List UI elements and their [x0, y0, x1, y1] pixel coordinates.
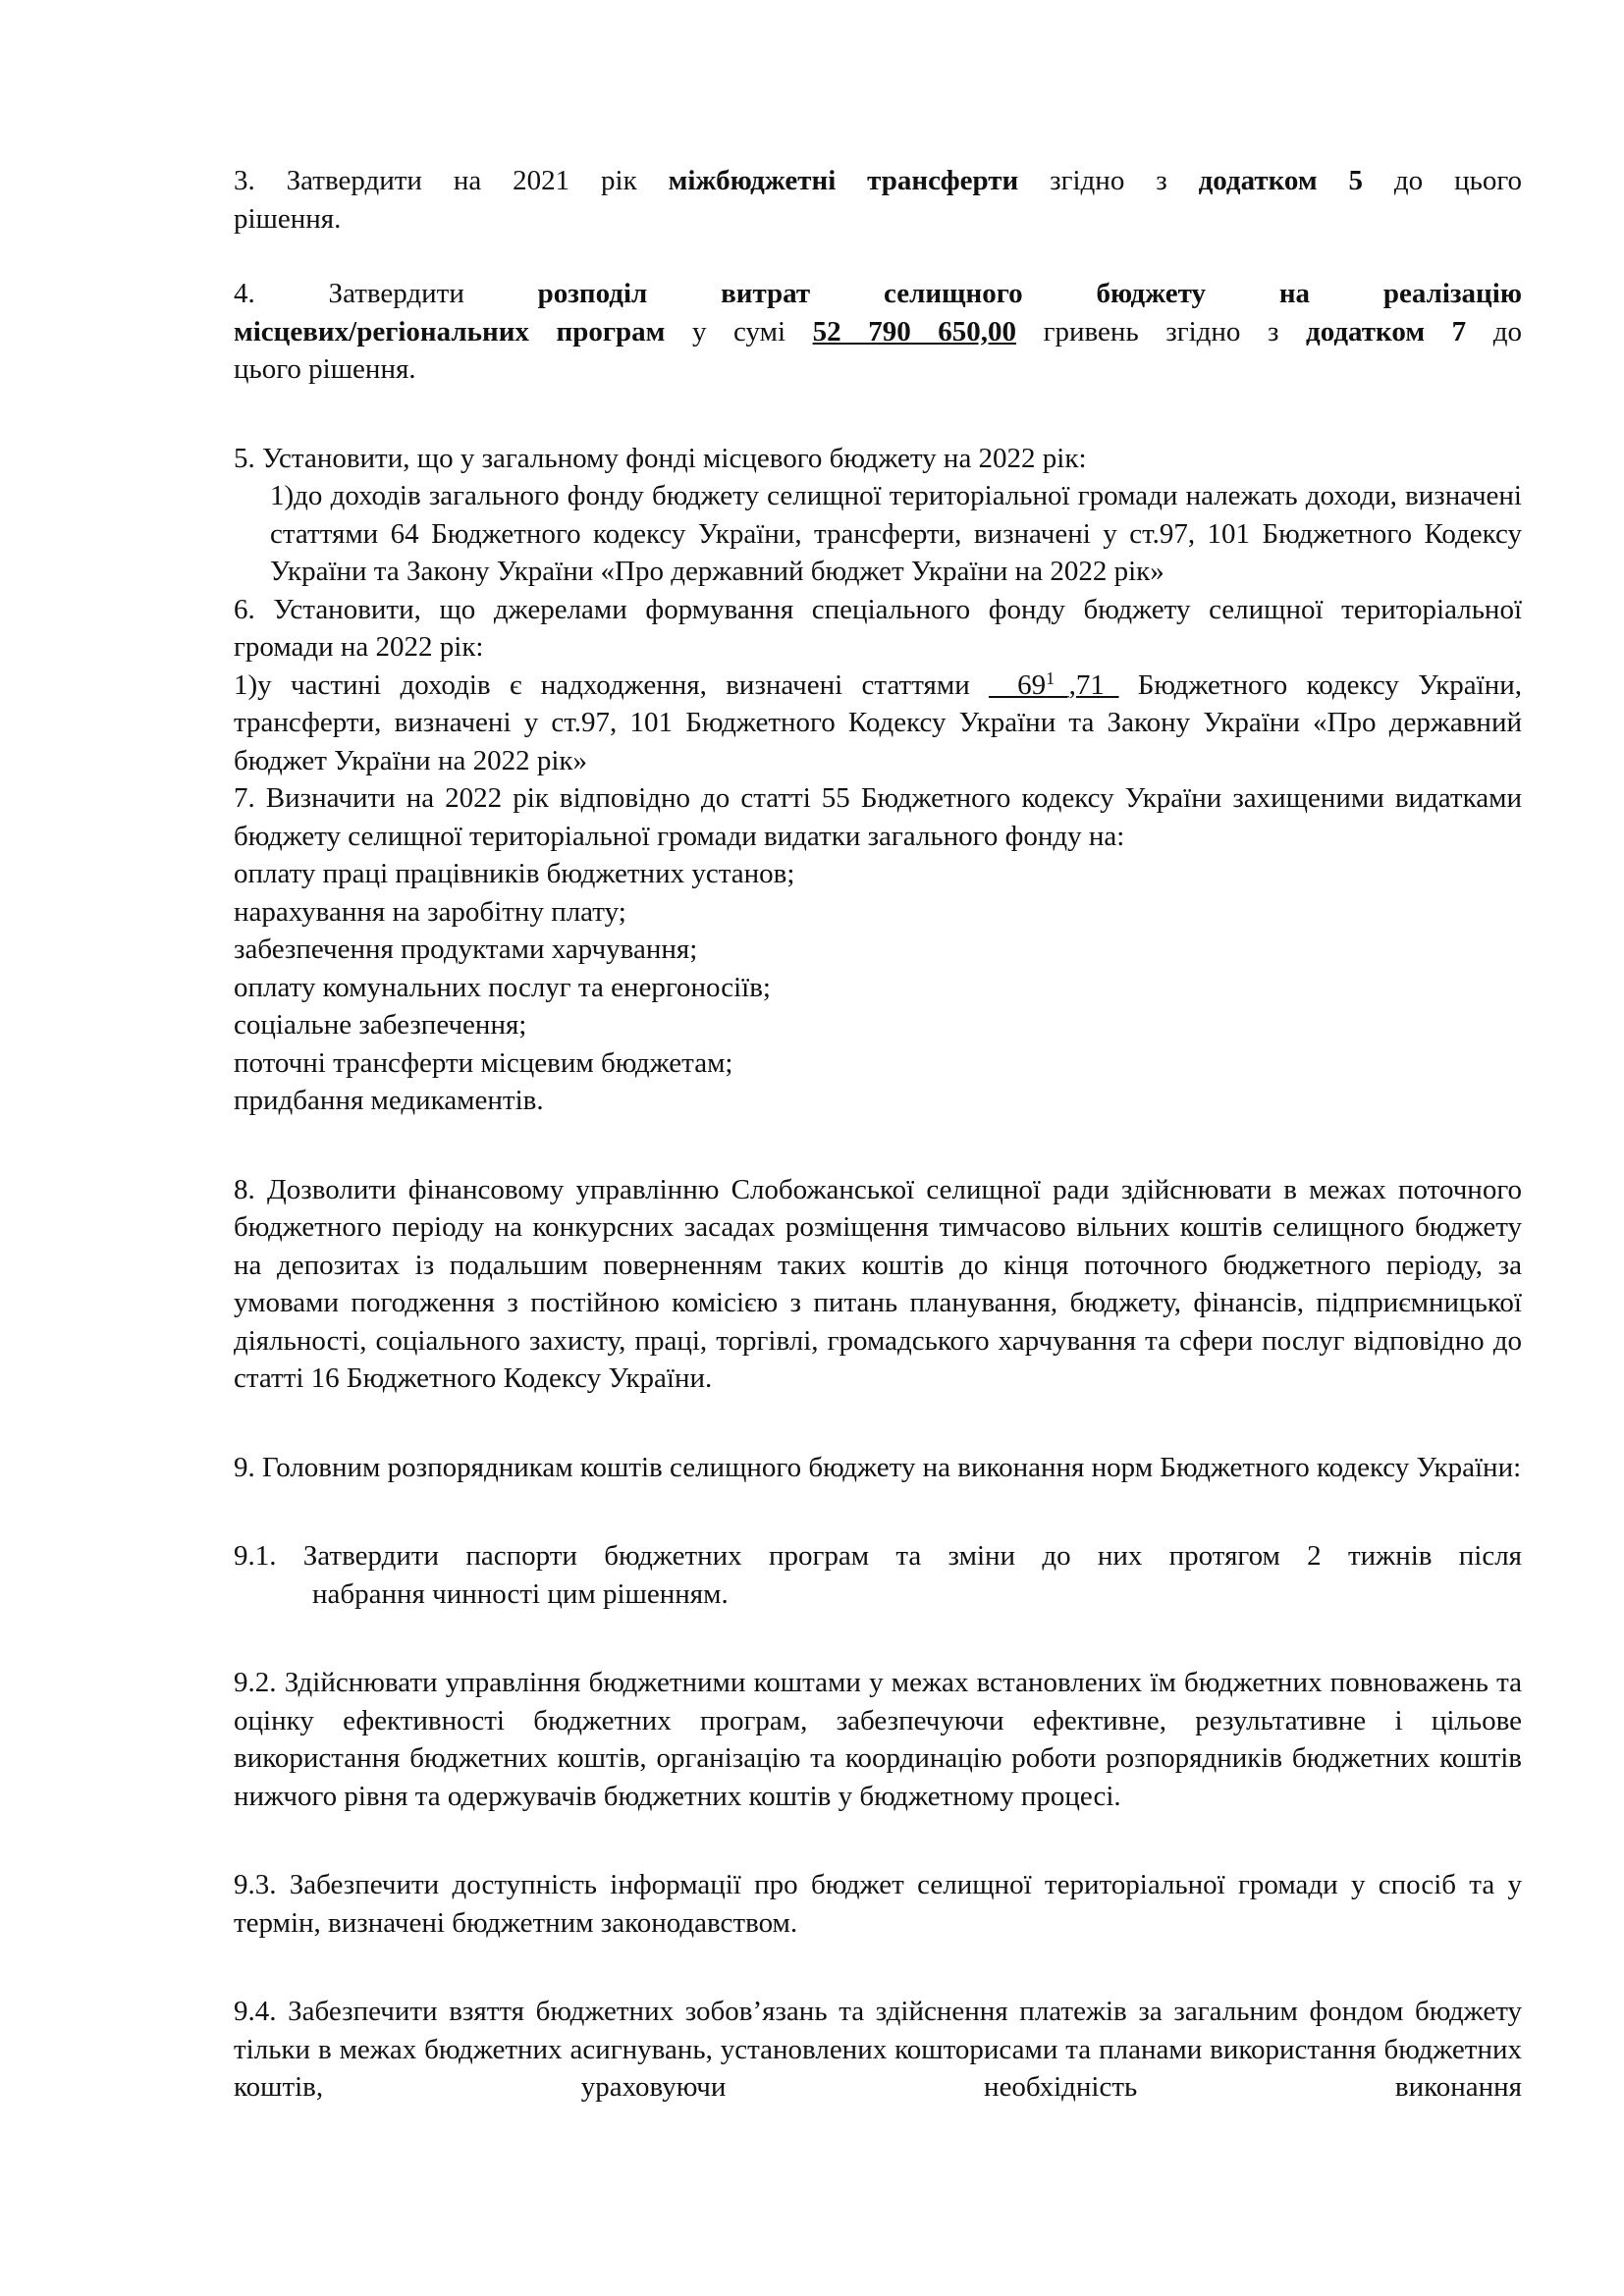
- protected-expense-item: соціальне забезпечення;: [234, 1009, 527, 1041]
- clause-3-line-2: рішення.: [234, 202, 342, 235]
- clause-9-1-line-1: 9.1. Затвердити паспорти бюджетних програм та зміни до них протягом 2 тижнів після: [234, 1540, 1522, 1572]
- clause-6-heading: 6. Установити, що джерелами формування спеціального фонду бюджету селищної територіальної громади на 2022 рік:: [234, 593, 1522, 663]
- clause-9-2: 9.2. Здійснювати управління бюджетними коштами у межах встановлених їм бюджетних повноважень та оцінку ефективності бюджетних програм, забезпечуючи ефективне, результативне і цільове використання бюджетних коштів, організацію та координацію роботи розпорядників бюджетних коштів нижчого рівня та одержувачів бюджетних коштів у бюджетному процесі.: [234, 1667, 1522, 1812]
- appendix-7-ref: додатком 7: [1306, 315, 1467, 347]
- clause-9: 9. Головним розпорядникам коштів селищного бюджету на виконання норм Бюджетного кодексу України:: [234, 1451, 1522, 1483]
- clause-8: 8. Дозволити фінансовому управлінню Слобожанської селищної ради здійснювати в межах поточного бюджетного періоду на конкурсних засадах розміщення тимчасово вільних коштів селищного бюджету на депозитах із подальшим поверненням таких коштів до кінця поточного бюджетного періоду, за умовами погодження з постійною комісією з питань планування, бюджету, фінансів, підприємницької діяльності, соціального захисту, праці, торгівлі, громадського харчування та сфери послуг відповідно до статті 16 Бюджетного Кодексу України.: [234, 1173, 1522, 1394]
- document-body: [234, 162, 1522, 2107]
- articles-blank: $\_\_69^1\_,71\_$: [989, 667, 1119, 701]
- program-amount: 52 790 650,00: [812, 315, 1017, 347]
- clause-3-line-1: 3. Затвердити на 2021 рік міжбюджетні трансферти згідно з додатком 5 до цього: [234, 165, 1522, 196]
- appendix-5-ref: додатком 5: [1198, 165, 1364, 196]
- clause-4-line-1: 4. Затвердити розподіл витрат селищного бюджету на реалізацію: [234, 278, 1522, 309]
- clause-5-heading: 5. Установити, що у загальному фонді місцевого бюджету на 2022 рік:: [234, 442, 1087, 474]
- clause-7-heading: 7. Визначити на 2022 рік відповідно до статті 55 Бюджетного кодексу України захищеними видатками бюджету селищної територіальної громади видатки загального фонду на:: [234, 782, 1522, 852]
- clause-4-line-3: цього рішення.: [234, 353, 416, 385]
- protected-expense-item: оплату праці працівників бюджетних установ;: [234, 858, 795, 889]
- protected-expense-item: придбання медикаментів.: [234, 1085, 544, 1116]
- clause-5-body: 1)до доходів загального фонду бюджету селищної територіальної громади належать доходи, визначені статтями 64 Бюджетного кодексу України, трансферти, визначені у ст.97, 101 Бюджетного Кодексу України та Закону України «Про державний бюджет України на 2022 рік»: [270, 480, 1522, 587]
- clause-6-body: 1)у частині доходів є надходження, визначені статтями $\_\_69^1\_,71\_$ Бюджетного кодексу України, трансферти, визначені у ст.97, 101 Бюджетного Кодексу України та Закону України «Про державний бюджет України на 2022 рік»: [234, 667, 1523, 776]
- inter-budget-transfers: міжбюджетні трансферти: [668, 165, 1019, 196]
- clause-9-4: 9.4. Забезпечити взяття бюджетних зобов’язань та здійснення платежів за загальним фондом бюджету тільки в межах бюджетних асигнувань, установлених кошторисами та планами використання бюджетних коштів, ураховуючи необхідність виконання: [234, 1996, 1522, 2103]
- distribution-of-expenses: розподіл витрат селищного бюджету на реалізацію: [537, 278, 1522, 309]
- protected-expense-item: нарахування на заробітну плату;: [234, 895, 626, 928]
- clause-4-line-2: місцевих/регіональних програм у сумі 52 790 650,00 гривень згідно з додатком 7 до: [234, 315, 1522, 347]
- protected-expense-item: оплату комунальних послуг та енергоносіїв;: [234, 971, 771, 1003]
- protected-expense-item: поточні трансферти місцевим бюджетам;: [234, 1046, 733, 1079]
- clause-9-1-line-2: набрання чинності цим рішенням.: [312, 1577, 729, 1610]
- clause-9-3: 9.3. Забезпечити доступність інформації про бюджет селищної територіальної громади у спосіб та у термін, визначені бюджетним законодавством.: [234, 1869, 1522, 1939]
- local-programs: місцевих/регіональних програм: [234, 315, 666, 347]
- protected-expense-item: забезпечення продуктами харчування;: [234, 934, 698, 965]
